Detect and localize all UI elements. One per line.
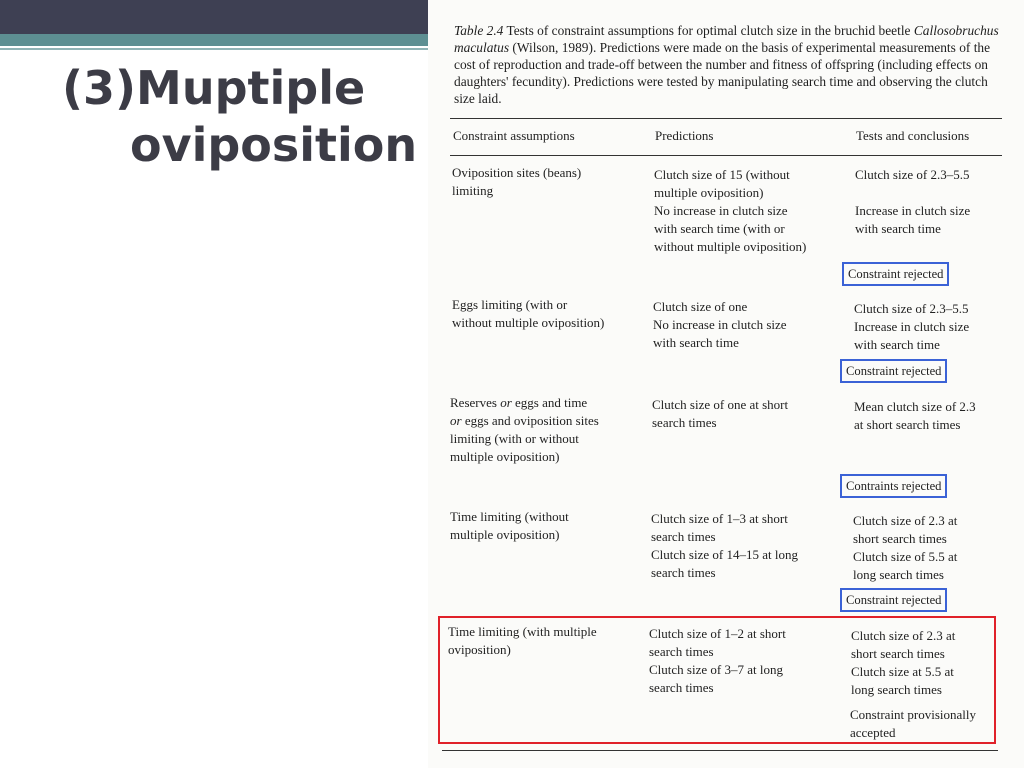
- row1-tests: Clutch size of 2.3–5.5: [855, 167, 970, 182]
- table-top-rule: [450, 118, 1002, 119]
- slide-title: [62, 60, 422, 174]
- table-caption: [454, 22, 1002, 107]
- row4-conclusion-box: Constraint rejected: [840, 588, 947, 612]
- row3-tests: Mean clutch size of 2.3 at short search times: [854, 399, 976, 432]
- table-bottom-rule: [442, 750, 998, 751]
- header-tests-conclusions: Tests and conclusions: [856, 128, 970, 143]
- row2-tests: Clutch size of 2.3–5.5 Increase in clutch size with search time: [854, 301, 970, 352]
- row4-tests: Clutch size of 2.3 at short search times Clutch size of 5.5 at long search times: [853, 513, 958, 582]
- row3-assumption: Reserves or eggs and time or eggs and oviposition sites limiting (with or without multiple oviposition): [450, 395, 599, 464]
- row2-conclusion-box: Constraint rejected: [840, 359, 947, 383]
- caption-text-1: Tests of constraint assumptions for optimal clutch size in the bruchid beetle: [506, 23, 911, 38]
- table-label: Table 2.4: [454, 23, 504, 38]
- row3-predictions: Clutch size of one at short search times: [652, 397, 789, 430]
- row5-assumption: Time limiting (with multiple oviposition): [448, 624, 597, 657]
- row1-conclusion-box: Constraint rejected: [842, 262, 949, 286]
- header-rule: [450, 155, 1002, 156]
- row1-assumption: Oviposition sites (beans) limiting: [452, 165, 582, 198]
- accepted-row-highlight: [438, 616, 996, 744]
- row1-predictions: Clutch size of 15 (without multiple oviposition) No increase in clutch size with search time (with or without multiple oviposition): [654, 167, 807, 254]
- species-name: Callosobruchus maculatus: [454, 23, 999, 55]
- header-constraint-assumptions: Constraint assumptions: [453, 128, 575, 143]
- header-bar-thin: [0, 48, 428, 50]
- header-bar-teal: [0, 34, 428, 46]
- header-predictions: Predictions: [655, 128, 714, 143]
- header-bar-dark: [0, 0, 428, 34]
- row5-tests: Clutch size of 2.3 at short search times Clutch size at 5.5 at long search times: [851, 628, 956, 697]
- row2-assumption: Eggs limiting (with or without multiple oviposition): [452, 297, 605, 330]
- row4-predictions: Clutch size of 1–3 at short search times Clutch size of 14–15 at long search times: [651, 511, 798, 580]
- row1-tests-2: Increase in clutch size with search time: [855, 203, 971, 236]
- row4-assumption: Time limiting (without multiple oviposition): [450, 509, 569, 542]
- row3-conclusion-box: Contraints rejected: [840, 474, 947, 498]
- row5-predictions: Clutch size of 1–2 at short search times Clutch size of 3–7 at long search times: [649, 626, 786, 695]
- slide-title-line2: oviposition: [130, 118, 418, 172]
- row2-predictions: Clutch size of one No increase in clutch size with search time: [653, 299, 787, 350]
- caption-text-2: (Wilson, 1989). Predictions were made on the basis of experimental measurements of the cost of reproduction and trade-off between the number and fitness of offspring (including effects on daughters' fecundity). Predictions were tested by manipulating search time and observing the clutch size laid.: [454, 40, 991, 106]
- row5-conclusion: Constraint provisionally accepted: [850, 707, 977, 740]
- slide-title-line1: (3)Muptiple: [62, 61, 366, 115]
